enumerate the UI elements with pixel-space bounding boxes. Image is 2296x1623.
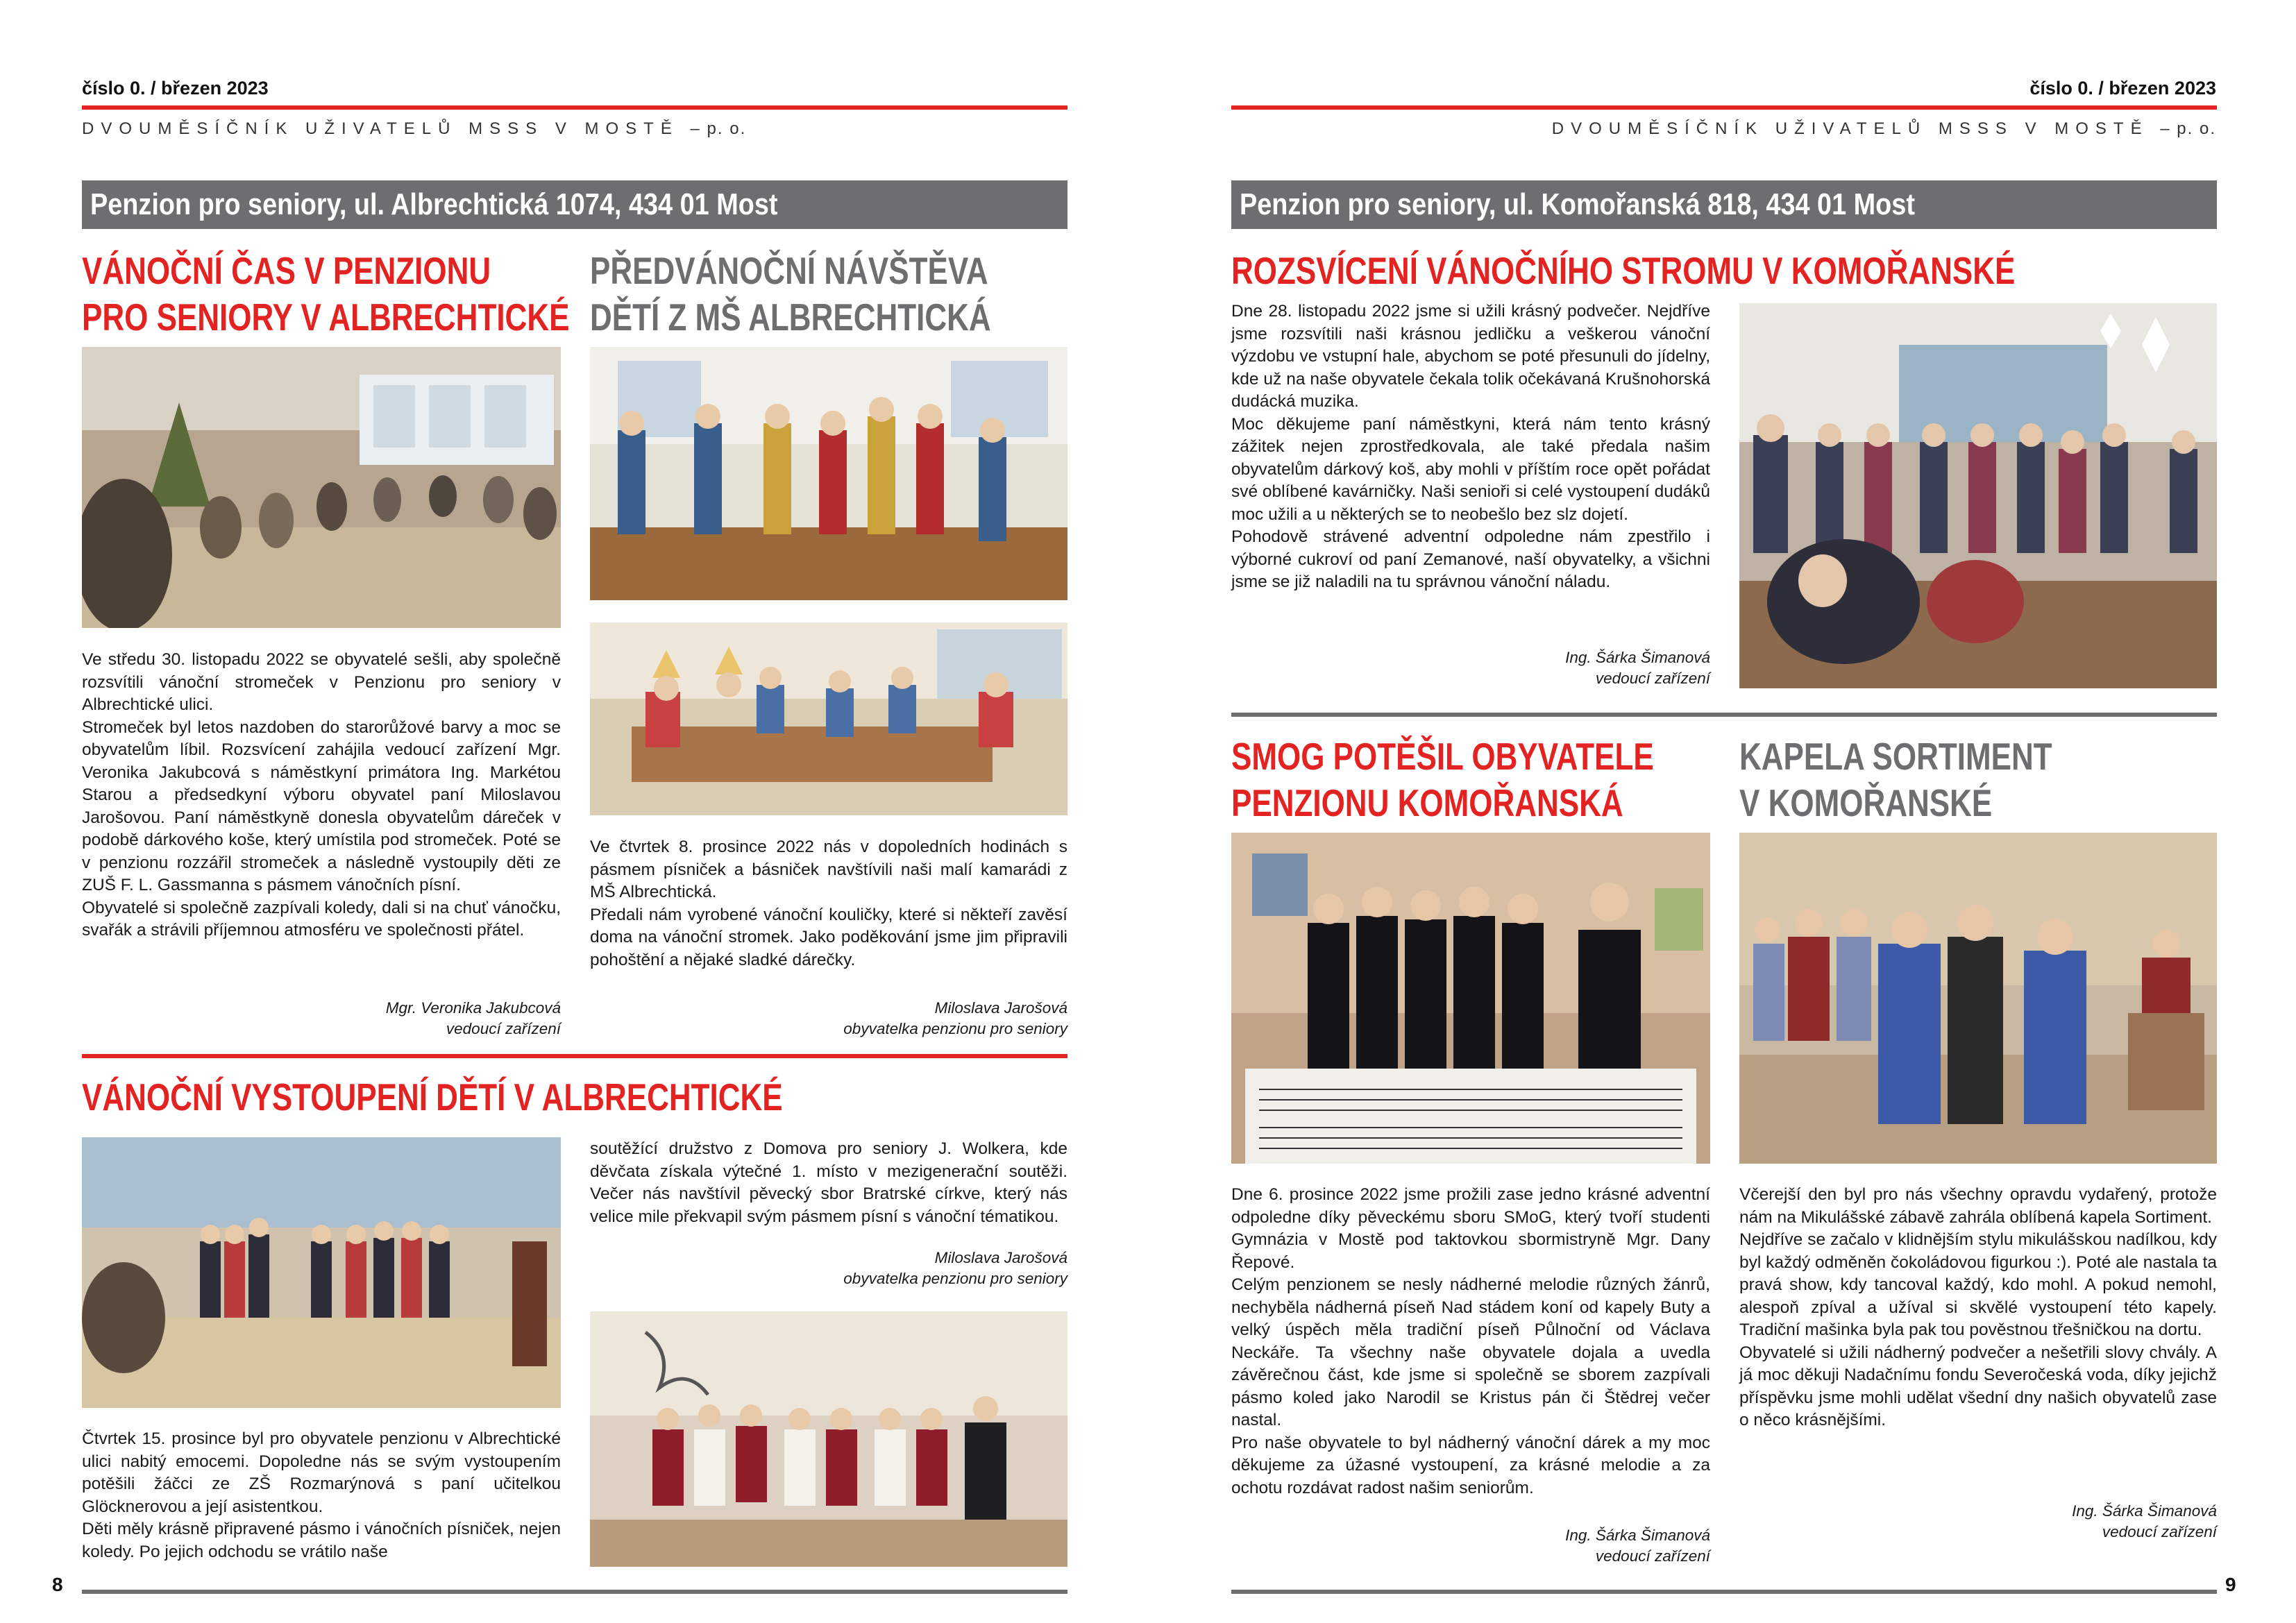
page-number: 9 bbox=[2225, 1574, 2236, 1595]
article-body: Dne 6. prosince 2022 jsme prožili zase jedno krásné adventní odpoledne díky pěveckému sboru SMoG, který tvoří studenti Gymnázia v Mostě pod taktovkou sbormistryně Mgr. Dany Řepové. Celým penzionem se nesly nádherné melodie různých žánrů, nechyběla nádherná píseň Nad stádem koní od kapely Buty a velký úspěch měla tradiční píseň Půlnoční od Václava Neckáře. Ta všechny naše obyvatele dojala a uvedla závěrečnou část, kde jsme si společně se sborem zazpívali pásmo koled jako Narodil se Kristus pán či Štědrej večer nastal. Pro naše obyvatele to byl nádherný vánoční dárek a my moc děkujeme za úžasné vystoupení, za krásné melodie a za ochotu rozdávat radost našim seniorům. bbox=[1231, 1185, 1710, 1497]
article-headline: PŘEDVÁNOČNÍ NÁVŠTĚVA DĚTÍ Z MŠ ALBRECHTICKÁ bbox=[590, 249, 991, 339]
publication-subtitle: DVOUMĚSÍČNÍK UŽIVATELŮ MSSS V MOSTĚ – p. o. bbox=[82, 119, 747, 138]
section-title-bar: Penzion pro seniory, ul. Albrechtická 1074, 434 01 Most bbox=[82, 180, 1067, 229]
photo-bagpipe-music-dining bbox=[1739, 303, 2217, 688]
article-headline: SMOG POTĚŠIL OBYVATELE PENZIONU KOMOŘANSKÁ bbox=[1231, 735, 1654, 824]
article-signature: Miloslava Jarošová obyvatelka penzionu pro seniory bbox=[843, 999, 1067, 1037]
article-signature: Miloslava Jarošová obyvatelka penzionu pro seniory bbox=[843, 1249, 1067, 1287]
photo-tree-lighting-hall bbox=[82, 347, 561, 628]
footer-rule bbox=[82, 1590, 1067, 1594]
header-rule bbox=[82, 105, 1067, 110]
section-title-bar: Penzion pro seniory, ul. Komořanská 818, 434 01 Most bbox=[1231, 180, 2217, 229]
article-body-continued: soutěžící družstvo z Domova pro seniory J. Wolkera, kde děvčata získala výtečné 1. místo v mezigenerační soutěži. Večer nás navštívil pěvecký sbor Bratrské církve, který nás velice mile překvapil svým pásmem písní s vánoční tématikou. bbox=[590, 1139, 1067, 1226]
header-rule bbox=[1231, 105, 2217, 110]
article-signature: Ing. Šárka Šimanová vedoucí zařízení bbox=[2072, 1502, 2217, 1540]
photo-smog-choir bbox=[1231, 833, 1710, 1164]
photo-children-at-tables bbox=[590, 622, 1067, 815]
page-right bbox=[1148, 0, 2296, 1623]
article-body: Dne 28. listopadu 2022 jsme si užili krásný podvečer. Nejdříve jsme rozsvítili naši krásnou jedličku a veškerou vánoční výzdobu ve vstupní hale, abychom se poté přesunuli do jídelny, kde už na naše obyvatele čekala tolik očekávaná Krušnohorská dudácká muzika. Moc děkujeme paní náměstkyni, která nám tento krásný zážitek nejen zprostředkovala, ale také předala našim obyvatelům dárkový koš, aby mohli v příštím roce opět pořádat své oblíbené kavárničky. Naši senioři si celé vystoupení dudáků moc užili a u některých se to neobešlo bez slz dojetí. Pohodově strávené adventní odpoledne nám zpestřilo i výborné cukroví od paní Zemanové, naší obyvatelky, a všichni jsme se již naladili na tu správnou vánoční náladu. bbox=[1231, 302, 1710, 591]
article-body: Čtvrtek 15. prosince byl pro obyvatele penzionu v Albrechtické ulici nabitý emocemi. Dopoledne nás se svým vystoupením potěšili žáčci ze ZŠ Rozmarýnová s paní učitelkou Glöcknerovou a její asistentkou. Děti měly krásně připravené pásmo i vánočních písniček, nejen koledy. Po jejich odchodu se vrátilo naše bbox=[82, 1429, 561, 1561]
photo-dancing-seniors bbox=[1739, 833, 2217, 1164]
article-headline: KAPELA SORTIMENT V KOMOŘANSKÉ bbox=[1739, 735, 2052, 824]
article-headline: VÁNOČNÍ VYSTOUPENÍ DĚTÍ V ALBRECHTICKÉ bbox=[82, 1076, 783, 1119]
footer-rule bbox=[1231, 1590, 2217, 1594]
photo-school-performance bbox=[82, 1137, 561, 1408]
article-headline: VÁNOČNÍ ČAS V PENZIONU PRO SENIORY V ALBRECHTICKÉ bbox=[82, 249, 570, 339]
article-body: Včerejší den byl pro nás všechny opravdu vydařený, protože nám na Mikulášské zábavě zahrála oblíbená kapela Sortiment. Nejdříve se začalo v klidnějším stylu mikulášskou nadílkou, kdy byl každý odměněn čokoládovou figurkou :). Poté ale nastala ta pravá show, kdy tancoval každý, kdo mohl. A pokud nemohl, alespoň zpíval a užíval si skvělé vystoupení této kapely. Tradiční mašinka byla pak tou pověstnou třešničkou na dortu. Obyvatelé si užili nádherný podvečer a nešetřili slovy chvály. A já moc děkuji Nadačnímu fondu Severočeská voda, díky jejichž příspěvku jsme mohli udělat všední dny našich obyvatelů zase o něco krásnějšími. bbox=[1739, 1185, 2217, 1429]
section-divider bbox=[1231, 713, 2217, 717]
article-body: Ve středu 30. listopadu 2022 se obyvatelé sešli, aby společně rozsvítili vánoční stromeček v Penzionu pro seniory v Albrechtické ulici. Stromeček byl letos nazdoben do starorůžové barvy a moc se obyvatelům líbil. Rozsvícení zahájila vedoucí zařízení Mgr. Veronika Jakubcová s náměstkyní primátora Ing. Markétou Starou a předsedkyní výboru obyvatel paní Miloslavou Jarošovou. Paní náměstkyně donesla obyvatelům dáreček v podobě dárkového koše, který umístila pod stromeček. Poté se v penzionu rozzářil stromeček a následně vystoupily děti ze ZUŠ F. L. Gassmanna s pásmem vánočních písní. Obyvatelé si společně zazpívali koledy, dali si na chuť vánočku, svařák a strávili příjemnou atmosféru ve společnosti přátel. bbox=[82, 650, 561, 940]
issue-label: číslo 0. / březen 2023 bbox=[82, 78, 269, 99]
article-signature: Mgr. Veronika Jakubcová vedoucí zařízení bbox=[385, 999, 561, 1037]
page-number: 8 bbox=[52, 1574, 63, 1595]
article-headline: ROZSVÍCENÍ VÁNOČNÍHO STROMU V KOMOŘANSKÉ bbox=[1231, 249, 2016, 292]
photo-church-choir bbox=[590, 1311, 1067, 1567]
issue-label: číslo 0. / březen 2023 bbox=[2029, 78, 2216, 99]
publication-subtitle: DVOUMĚSÍČNÍK UŽIVATELŮ MSSS V MOSTĚ – p. o. bbox=[1551, 119, 2216, 138]
photo-kindergarten-children bbox=[590, 347, 1067, 600]
article-signature: Ing. Šárka Šimanová vedoucí zařízení bbox=[1565, 1527, 1710, 1565]
article-body: Ve čtvrtek 8. prosince 2022 nás v dopoledních hodinách s pásmem písniček a básniček navštívili naši malí kamarádi z MŠ Albrechtická. Předali nám vyrobené vánoční kouličky, které si někteří zavěsí doma na vánoční stromek. Jako poděkování jsme jim připravili pohoštění a nějaké sladké dárečky. bbox=[590, 838, 1067, 969]
section-divider bbox=[82, 1054, 1067, 1058]
article-signature: Ing. Šárka Šimanová vedoucí zařízení bbox=[1565, 649, 1710, 687]
